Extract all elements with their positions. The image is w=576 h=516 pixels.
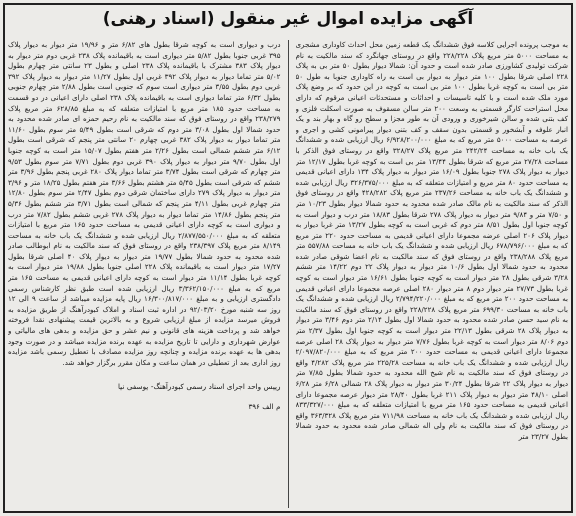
notice-title: آگهی مزایده اموال غیر منقول (اسناد رهنی) — [102, 9, 474, 29]
reference-number: م الف ۳۹۶ — [248, 403, 281, 411]
right-column — [296, 40, 569, 508]
notice-body — [8, 40, 568, 508]
left-column-text: درب و دیواری است به کوچه شرقا بطول های ۶/۸۲ متر و ۱۹/۹۶ متر دیوار به دیوار پلاک ۳۹۵ غربی جنوبا بطول ۵/۸۲ متر دیواری است به باقیمانده پلاک ۲۳۸ غربی دوم متر دیوار به دیوار پلاک ۳۸۳ مشترک با باقیمانده پلاک ۲۳۸ اصلی و بطول ۲۳ سانتی متر چهارم بطول ۵/۰۲ متر تماما دیوار به دیوار پلاک ۳۹۲ غربی اول بطول ۱۱/۲۷ متر دیوار به دیوار پلاک ۳۹۲ غربی دوم بطول ۳/۵۵ متر دیواری است سوم که جنوبی است بطول ۲/۸۸ متر چهارم جنوبی بطول ۶/۳۲ متر تماما دیواری است به باقیمانده پلاک ۲۳۸ اصلی دارای اعیانی در دو قسمت به مساحت حدود ۱۸۵ متر مربع با امتیازات متعلقه که به مبلغ ۶۲۸/۸۵ متر مربع پلاک ۲۳۸/۲۷۹ واقع در روستای فوق که سند مالکیت به نام رحیم حمزه ای صادر شده محدود به حدود شمالا اول بطول ۳/۰۸ متر دوم که شرقی است بطول ۵/۴۹ متر سوم بطول ۱۱/۶۰ متر تماما دیوار به دیوار پلاک ۳۸۲ غربی چهارم ۲۰ سانتی متر پنجم که شرقی است بطول ۶/۱۲ متر ششم شمالی است بطول ۲/۲۶ متر هفتم بطول ۱۵/۰۷ متر است به کوچه جنوبا اول بطول ۹/۷۰ متر دیوار به دیوار پلاک ۳۹۰ غربی دوم بطول ۷/۷۱ متر سوم بطول ۹/۵۳ متر چهارم که شرقی است بطول ۳/۷۴ متر تماما دیوار پلاک ۲۸۰ غربی پنجم بطول ۳/۹۶ متر ششم که شرقی است بطول ۵/۴۵ متر هشتم بطول ۳/۶۶ متر هفتم بطول ۱۸/۲۵ متر و ۳/۹۶ متر دیوار به دیوار پلاک ۲۷۹ دارای ساختمان شرقی دوم بطول ۲/۴۷ متر سوم بطول ۱۲/۸۰ متر چهارم غربی بطول ۴/۱۱ متر پنجم که شمالی است بطول ۳/۷۱ متر ششم بطول ۵/۳۶ متر پنجم بطول ۱۴/۸۶ متر تماما دیوار به دیوار پلاک ۲۷۸ غربی ششم بطول ۷/۸۲ متر درب و دیواری است به کوچه دارای اعیانی قدیمی به مساحت حدود ۱۶۵ متر مربع با امتیازات متعلقه که به مبلغ ۲/۸۷۷/۵۵۰/۰۰۰ ریال ارزیابی شده و ششدانگ یک باب خانه به مساحت ۸/۱۴۹ متر مربع پلاک ۲۳۸/۳۹۷ واقع در روستای فوق که سند مالکیت به نام ابوطالب صادر شده محدود به حدود شمالا بطول ۱۹/۷۷ متر دیوار به دیوار پلاک ۴۰ اصلی شرقا بطول ۱۷/۲۷ متر دیوار است به باقیمانده پلاک ۲۲۸ اصلی جنوبا بطول ۱۹/۸۸ متر دیوار است به کوچه غربا بطول ۱۱/۱۴ متر دیوار است به کوچه دارای اعیانی قدیمی به مساحت ۱۶۵ متر مربع که به مبلغ ۳/۳۶۲/۱۵۰/۰۰۰ ریال ارزیابی شده است طبق نظر کارشناس رسمی دادگستری ارزیابی و به مبلغ ۱۶/۳۰۰/۸۱۷/۰۰۰ ریال پایه مزایده میباشد از ساعت ۹ الی ۱۲ روز سه شنبه مورخ ۹۲/۰۳/۲۰ در اداره ثبت اسناد و املاک کبودرآهنگ از طریق مزایده به فروش میرسد مزایده از مبلغ ارزیابی شروع و به بالاترین قیمت پیشنهادی نقدا فروخته خواهد شد و پرداخت هزینه های قانونی و نیم عشر و حق مزایده و بدهی های مالیاتی و عوارض شهرداری و دارایی تا تاریخ مزایده به عهده برنده مزایده میباشد و در صورت وجود بدهی ها به عهده برنده مزایده و چنانچه روز مزایده مصادف با تعطیل رسمی باشد مزایده روز اداری بعد از تعطیلی در همان ساعت و مکان مقرر برگزار خواهد شد. — [8, 40, 281, 367]
left-column — [8, 40, 281, 508]
right-column-text: به موجب پرونده اجرایی کلاسه فوق ششدانگ یک قطعه زمین محل احداث کاوداری مشجری به مساحت ۵۰۰۰ متر مربع پلاک ۲۲۸/۲۲۸ واقع در روستای جهانگرد که سند مالکیت به نام شرکت تولیدی کشاورزی صادر شده است و حدود آن: شمالا دیوار بطول ۵۰ متر بی به پلاک ۲۲۸ اصلی شرقا بطول ۱۰۰ متر دیوار به دیوار بی است به راه کاوداری جنوبا به طول ۵۰ متر بی است به کوچه غربا بطول ۱۰۰ متر بی است به کوچه در این حدود که بر وضع پلاک مورد ملک شده است و با کلیه تاسیسات و احداثات و مستحدثات اعیانی مرقوم که دارای محل استراحت کارگر قسمتی به وسعت ۲۰۰ متر سالن مسقوف به صورت اسکلت فلزی و کف بتنی شده و سالن شیرخوری و ورودی آن به طور مجزا و سطح رو گاه و بهار بند و یک انبار علوفه و آبشخور و قسمتی بدون سقف و کف بتنی دیوار پیرامونی کشی و اجری و عرصه به مساحت ۵۰۰۰ متر مربع که به مبلغ ۶/۹۲۸/۲۰۰/۰۰۰ ریال ارزیابی شده و ششدانگ یک باب خانه به مساحت ۲۴۲/۲۴ متر مربع پلاک ۳۲۸/۲۷ واقع در روستای فوق الذکر با مساحت ۲۷/۲۸ متر مربع که شرقا بطول ۱۳/۴۴ متر بی است به کوچه غربا بطول ۱۲/۱۷ متر دیوار به دیوار پلاک ۲۷۸ جنوبا بطول ۱۶/۰۹ متر دیوار به دیوار پلاک ۱۳۴ دارای اعیانی قدیمی به مساحت حدود ۸۰ متر مربع و امتیازات متعلقه که به مبلغ ۳۲۶/۳۷۵/۰۰۰ ریال ارزیابی شده و ششدانگ یک باب خانه به مساحت ۲۳۷/۲۶ متر مربع پلاک ۴۲۸/۲۸۲ واقع در روستای فوق الذکر که سند مالکیت به نام مالک صادر شده محدود به حدود شمالا دیوار بطول ۱۰/۲۳ متر و ۷/۵۰ متر و ۹/۸۴ متر دیوار به دیوار پلاک ۲۷۸ شرقا بطول ۱۸/۸۳ متر درب و دیوار است به کوچه جنوبا اول بطول ۸/۵۱ متر دوم که غربی است به کوچه بطول ۱۳/۲۷ متر غربا دیوار به دیوار پلاک ۲۰۶ اصلی عرضه مجموعا دارای اعیانی قدیمی به مساحت حدود ۲۲۰ متر مربع که به مبلغ ۶۷۸/۷۹۶/۰۰۰ ریال ارزیابی شده و ششدانگ یک باب خانه به مساحت ۵۵۷/۸۸ متر مربع پلاک ۲۳۸/۲۸۸ واقع در روستای فوق که سند مالکیت به نام اعضا شوقی صادر شده محدود به حدود شمالا اول بطول ۱۰/۶ متر دیوار به دیوار پلاک ۲۲ دوم ۱۴/۲۲ متر ششم ۳/۲۸ شرقی بطول ۲۸ متر دیوار است به کوچه جنوبا بطول ۱۶/۶۱ متر دیوار است به کوچه غربا بطول ۲۷/۷۳ متر دیوار دوم ۸ متر دیوار ۲۸۰ اصلی عرصه مجموعا دارای اعیانی قدیمی به مساحت حدود ۲۰۰ متر مربع که به مبلغ ۲/۷۹۴/۲۲۰/۰۰۰ ریال ارزیابی شده و ششدانگ یک باب خانه به مساحت ۶۹۹/۳۰ متر مربع پلاک ۲۲۸/۲۲۸ واقع در روستای فوق که سند مالکیت به نام سید حسن صادر شده محدود به حدود شمالا اول بطول ۲/۱۴ متر دوم ۳/۴۶ متر دیوار به دیوار پلاک ۲۸ شرقی بطول ۲۲/۱۳ متر دیوار است به کوچه جنوبا اول بطول ۲/۳۷ متر دوم ۸/۰۶ متر دیوار است به کوچه غربا بطول ۷/۷۶ متر دیوار به دیوار پلاک ۲۸ اصلی عرصه مجموعا دارای اعیانی قدیمی به مساحت حدود ۲۰۰ متر مربع که به مبلغ ۲/۰۹۷/۸۲۰/۰۰۰ ریال ارزیابی شده و ششدانگ یک باب خانه به مساحت ۲۲۵/۲۸ متر مربع پلاک ۴/۲۸۲ واقع در روستای فوق که سند مالکیت به نام شیخ الله محدود به حدود شمالا بطول ۷/۸۵ متر دیوار به دیوار پلاک ۲۲ شرقا بطول ۳۰/۲۴ متر دیوار به دیوار پلاک ۲۸ شمالی ۶/۲۸ متر ۶/۲۸ اصلی ۴۸/۱۰ متر دیوار به دیوار پلاک ۲۱۱ غربا بطول ۲۸/۴۰ متر دیوار عرصه مجموعا دارای اعیانی قدیمی به مساحت حدود ۱۶۵ متر مربع با امتیازات متعلقه که به مبلغ ۸۳۳/۳۲۷/۰۰۰ ریال ارزیابی شده و ششدانگ یک باب خانه به مساحت ۷۱۱/۹۸ متر مربع پلاک ۳۶۳/۳۲۸ واقع در روستای فوق که سند مالکیت به نام ولی اله شمالی صادر شده محدود به حدود شمالا بطول ۲۳/۲۷ متر — [295, 40, 568, 441]
signature-line: رییس واحد اجرای اسناد رسمی کبودرآهنگ- یوسفی نیا — [117, 382, 281, 392]
column-divider — [288, 40, 289, 508]
